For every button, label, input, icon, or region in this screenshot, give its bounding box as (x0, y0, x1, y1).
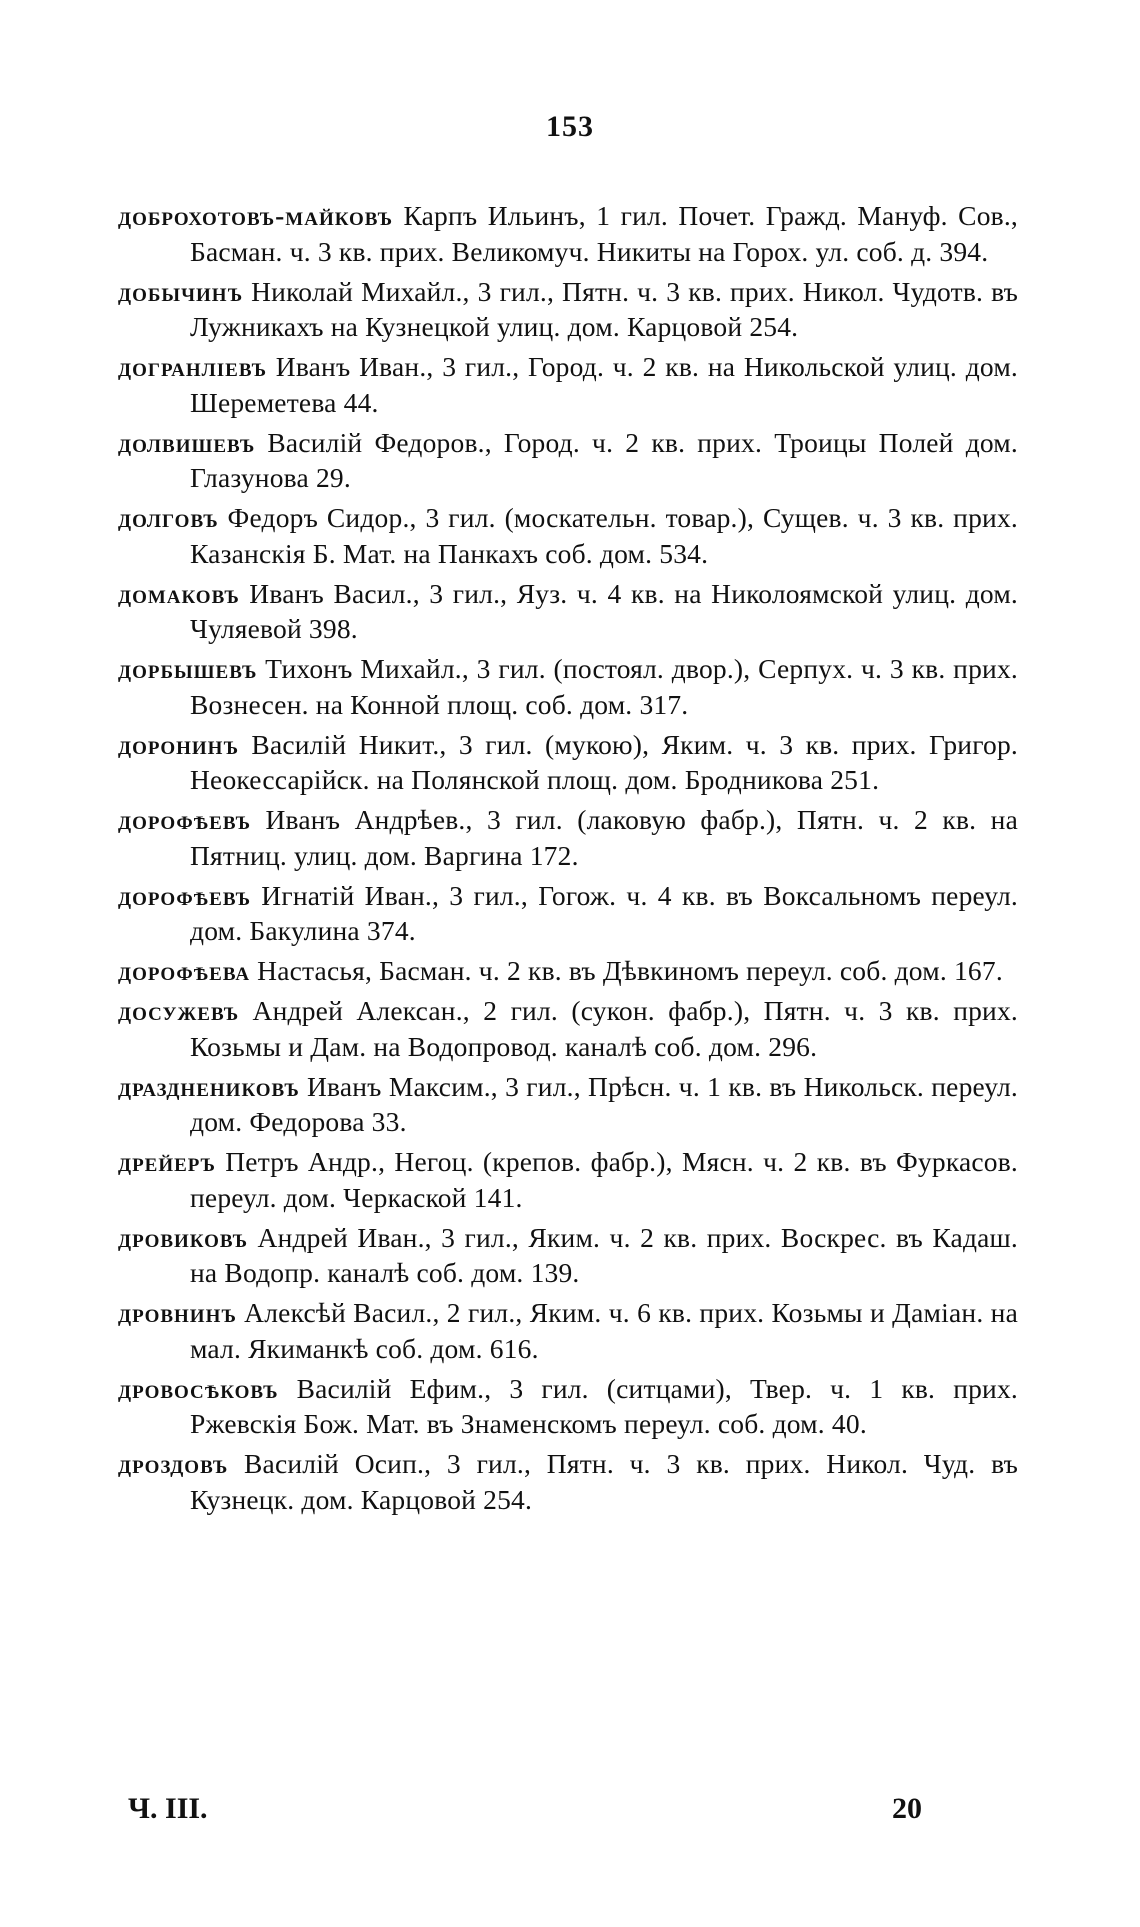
entry-surname: дровосѣковъ (118, 1372, 279, 1404)
entry-text: Тихонъ Михайл., 3 гил. (постоял. двор.), Серпух. ч. 3 кв. прих. Вознесен. на Конной площ. соб. дом. 317. (190, 653, 1018, 720)
entry-list (118, 198, 1018, 1522)
part-label: Ч. III. (128, 1792, 208, 1825)
entry-surname: доброхотовъ-майковъ (118, 200, 394, 231)
entry-surname: долговъ (118, 502, 219, 533)
signature-mark: 20 (892, 1792, 922, 1825)
page-number: 153 (546, 110, 594, 143)
entry-surname: дорофѣевъ (118, 879, 252, 911)
list-item (118, 1220, 1018, 1291)
entry-surname: дорбышевъ (118, 653, 258, 684)
entry-surname: дровиковъ (118, 1221, 249, 1253)
entry-text: Василій Федоров., Город. ч. 2 кв. прих. Троицы Полей дом. Глазунова 29. (190, 426, 1018, 493)
list-item (118, 1371, 1018, 1442)
entry-surname: догранліевъ (118, 351, 268, 382)
entry-text: Алексѣй Васил., 2 гил., Яким. ч. 6 кв. прих. Козьмы и Даміан. на мал. Якиманкѣ соб. дом. 616. (190, 1297, 1018, 1364)
entry-surname: дразднениковъ (118, 1070, 300, 1102)
entry-text: Василій Ефим., 3 гил. (ситцами), Твер. ч. 1 кв. прих. Ржевскія Бож. Мат. въ Знаменскомъ переул. соб. дом. 40. (190, 1372, 1018, 1439)
entry-surname: добычинъ (118, 275, 244, 307)
entry-text: Николай Михайл., 3 гил., Пятн. ч. 3 кв. прих. Никол. Чудотв. въ Лужникахъ на Кузнецкой улиц. дом. Карцовой 254. (190, 275, 1018, 342)
entry-surname: дроздовъ (118, 1448, 229, 1479)
list-item (118, 198, 1018, 269)
list-item (118, 802, 1018, 873)
entry-text: Василій Никит., 3 гил. (мукою), Яким. ч. 3 кв. прих. Григор. Неокессарійск. на Полянской площ. дом. Бродникова 251. (190, 728, 1018, 795)
list-item (118, 425, 1018, 496)
entry-text: Настасья, Басман. ч. 2 кв. въ Дѣвкиномъ переул. соб. дом. 167. (250, 955, 1003, 986)
entry-surname: дорофѣева (118, 955, 251, 986)
entry-surname: домаковъ (118, 577, 240, 609)
entry-text: Игнатій Иван., 3 гил., Гогож. ч. 4 кв. въ Воксальномъ переул. дом. Бакулина 374. (190, 879, 1018, 946)
entry-text: Иванъ Андрѣев., 3 гил. (лаковую фабр.), Пятн. ч. 2 кв. на Пятниц. улиц. дом. Варгина 172. (190, 804, 1018, 871)
entry-text: Карпъ Ильинъ, 1 гил. Почет. Гражд. Мануф. Сов., Басман. ч. 3 кв. прих. Великомуч. Никиты на Горох. ул. соб. д. 394. (190, 200, 1018, 267)
list-item (118, 274, 1018, 345)
page-footer (0, 1792, 1140, 1832)
list-item (118, 1144, 1018, 1215)
entry-text: Иванъ Васил., 3 гил., Яуз. ч. 4 кв. на Николоямской улиц. дом. Чуляевой 398. (190, 577, 1018, 644)
entry-text: Иванъ Иван., 3 гил., Город. ч. 2 кв. на Никольской улиц. дом. Шереметева 44. (190, 351, 1018, 418)
entry-surname: дорофѣевъ (118, 804, 252, 835)
list-item (118, 1069, 1018, 1140)
list-item (118, 993, 1018, 1064)
entry-surname: доронинъ (118, 728, 239, 760)
entry-text: Андрей Иван., 3 гил., Яким. ч. 2 кв. прих. Воскрес. въ Кадаш. на Водопр. каналѣ соб. дом. 139. (190, 1221, 1018, 1288)
entry-surname: долвишевъ (118, 426, 256, 458)
list-item (118, 953, 1018, 989)
list-item (118, 576, 1018, 647)
list-item (118, 727, 1018, 798)
entry-surname: дрейеръ (118, 1146, 216, 1177)
entry-surname: дровнинъ (118, 1297, 237, 1328)
list-item (118, 349, 1018, 420)
list-item (118, 1295, 1018, 1366)
entry-text: Петръ Андр., Негоц. (крепов. фабр.), Мясн. ч. 2 кв. въ Фуркасов. переул. дом. Черкаской 141. (190, 1146, 1018, 1213)
entry-text: Василій Осип., 3 гил., Пятн. ч. 3 кв. прих. Никол. Чуд. въ Кузнецк. дом. Карцовой 254. (190, 1448, 1018, 1515)
list-item (118, 651, 1018, 722)
entry-text: Федоръ Сидор., 3 гил. (москательн. товар.), Сущев. ч. 3 кв. прих. Казанскія Б. Мат. на Панкахъ соб. дом. 534. (190, 502, 1018, 569)
entry-text: Иванъ Максим., 3 гил., Прѣсн. ч. 1 кв. въ Никольск. переул. дом. Федорова 33. (190, 1070, 1018, 1137)
entry-surname: досужевъ (118, 995, 240, 1026)
entry-text: Андрей Алексан., 2 гил. (сукон. фабр.), Пятн. ч. 3 кв. прих. Козьмы и Дам. на Водопровод. каналѣ соб. дом. 296. (190, 995, 1018, 1062)
list-item (118, 500, 1018, 571)
list-item (118, 878, 1018, 949)
list-item (118, 1446, 1018, 1517)
